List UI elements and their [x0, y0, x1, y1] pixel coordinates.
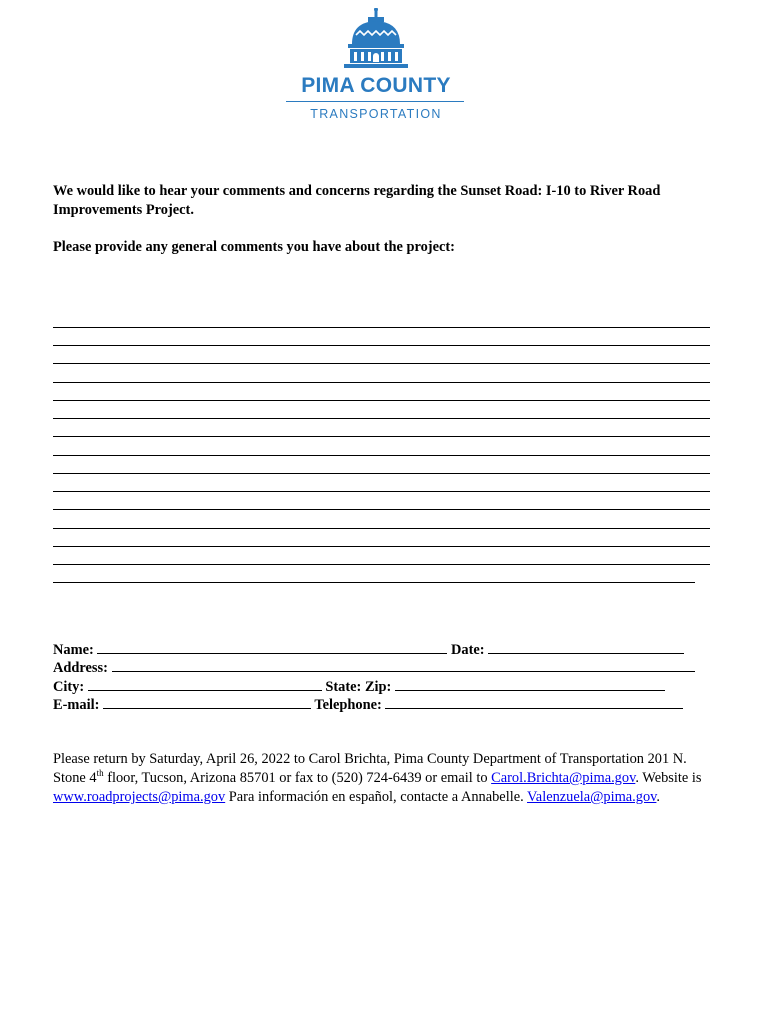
comment-line[interactable]: [53, 455, 710, 456]
comment-line[interactable]: [53, 582, 695, 583]
logo-subtitle: TRANSPORTATION: [310, 107, 442, 121]
contact-row-city: [53, 678, 665, 697]
pima-county-logo: [284, 8, 468, 126]
comment-line[interactable]: [53, 491, 710, 492]
name-label: Name:: [53, 642, 94, 658]
state-zip-label: State: Zip:: [325, 679, 392, 695]
comment-line[interactable]: [53, 528, 710, 529]
state-zip-field[interactable]: [395, 678, 665, 691]
contact-row-address: [53, 659, 695, 678]
email-label: E-mail:: [53, 697, 100, 713]
comment-line[interactable]: [53, 509, 710, 510]
comment-line[interactable]: [53, 418, 710, 419]
return-instructions: [53, 750, 718, 807]
telephone-label: Telephone:: [314, 697, 382, 713]
city-label: City:: [53, 679, 85, 695]
contact-row-name: [53, 641, 684, 660]
footer-text: . Website is: [635, 770, 702, 786]
date-label: Date:: [450, 642, 485, 658]
comment-line[interactable]: [53, 473, 710, 474]
comment-line[interactable]: [53, 400, 710, 401]
comment-line[interactable]: [53, 436, 710, 437]
telephone-field[interactable]: [385, 696, 683, 709]
comment-line[interactable]: [53, 382, 710, 383]
email-field[interactable]: [103, 696, 311, 709]
website-link[interactable]: www.roadprojects@pima.gov: [53, 789, 226, 805]
intro-text: We would like to hear your comments and concerns regarding the Sunset Road: I-10 to River Road Improvements Project.: [53, 183, 661, 218]
floor-superscript: th: [96, 768, 104, 779]
logo-title: PIMA COUNTY: [301, 74, 451, 97]
city-field[interactable]: [88, 678, 322, 691]
logo-divider: [286, 101, 464, 102]
address-field[interactable]: [112, 659, 695, 672]
footer-text: Please return by Saturday, April 26, 2022 to Carol Brichta, Pima County Department of Transportation 201 N. Stone 4: [53, 751, 687, 786]
comment-line[interactable]: [53, 546, 710, 547]
footer-text: Para información en español, contacte a Annabelle.: [225, 789, 528, 805]
comment-line[interactable]: [53, 345, 710, 346]
comment-line[interactable]: [53, 564, 710, 565]
address-label: Address:: [53, 660, 108, 676]
email-link[interactable]: Carol.Brichta@pima.gov: [491, 770, 636, 786]
comment-line[interactable]: [53, 327, 710, 328]
footer-text: floor, Tucson, Arizona 85701 or fax to (520) 724-6439 or email to: [103, 770, 492, 786]
comments-prompt: Please provide any general comments you have about the project:: [53, 239, 455, 255]
contact-row-email: [53, 696, 683, 715]
comment-line[interactable]: [53, 363, 710, 364]
date-field[interactable]: [488, 641, 684, 654]
footer-text: .: [656, 789, 661, 805]
capitol-dome-icon: [284, 8, 468, 74]
name-field[interactable]: [97, 641, 447, 654]
spanish-contact-link[interactable]: Valenzuela@pima.gov: [527, 789, 657, 805]
